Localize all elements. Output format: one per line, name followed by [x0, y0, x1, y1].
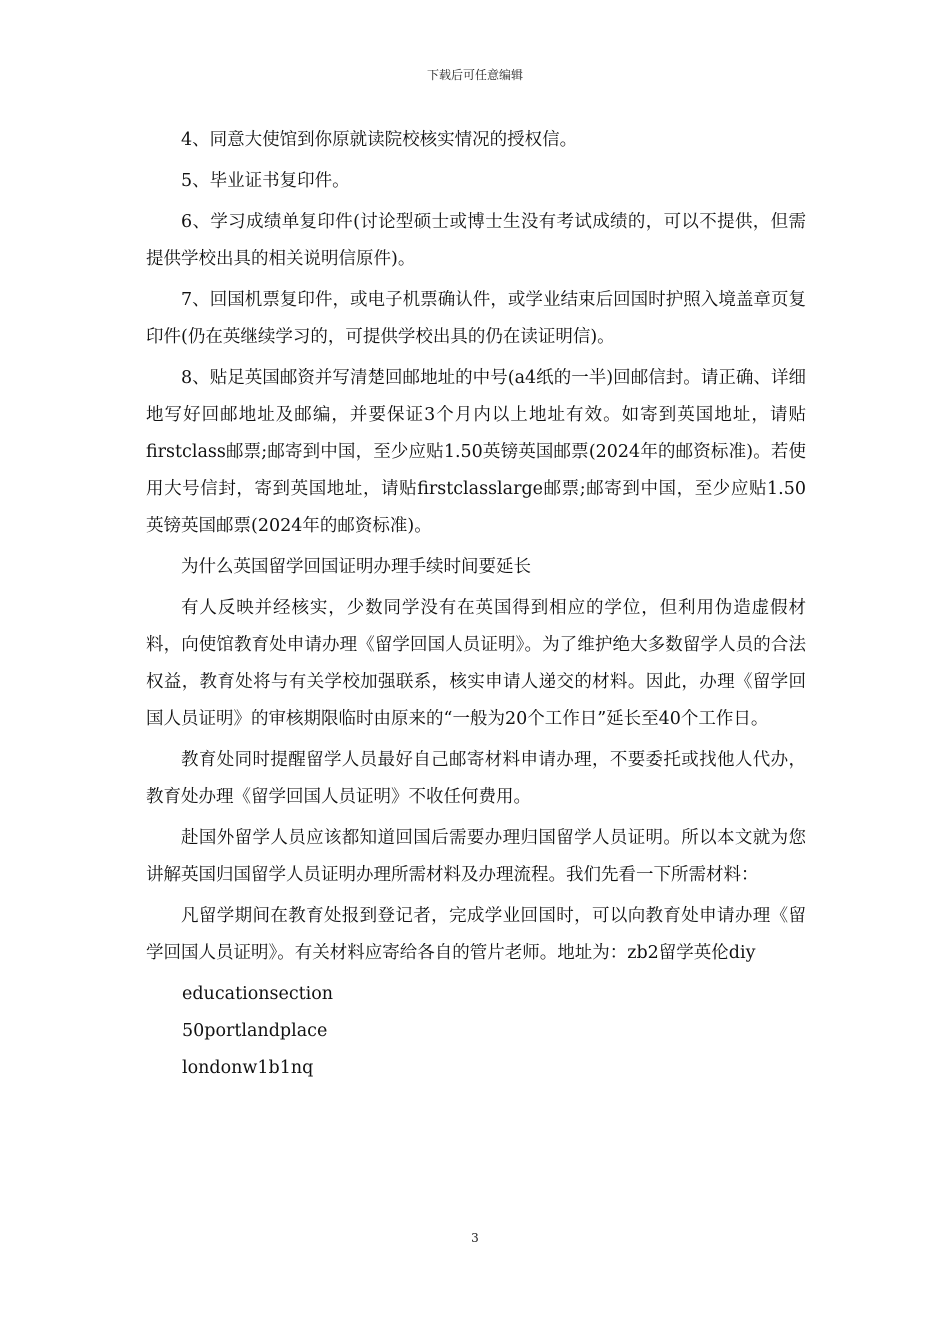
address-line: educationsection [182, 984, 334, 1004]
item-7-flight-ticket-copy: 7、回国机票复印件，或电子机票确认件，或学业结束后回国时护照入境盖章页复印件(仍在英继续学习的，可提供学校出具的仍在读证明信)。 [146, 290, 806, 347]
item-6-transcript-copy: 6、学习成绩单复印件(讨论型硕士或博士生没有考试成绩的，可以不提供，但需提供学校出具的相关说明信原件)。 [146, 212, 806, 269]
paragraph-application: 凡留学期间在教育处报到登记者，完成学业回国时，可以向教育处申请办理《留学回国人员证明》。有关材料应寄给各自的管片老师。地址为：zb2留学英伦diy [146, 906, 806, 963]
section-heading: 为什么英国留学回国证明办理手续时间要延长 [181, 557, 531, 577]
paragraph-intro: 赴国外留学人员应该都知道回国后需要办理归国留学人员证明。所以本文就为您讲解英国归国留学人员证明办理所需材料及办理流程。我们先看一下所需材料： [146, 828, 806, 885]
paragraph-verification: 有人反映并经核实，少数同学没有在英国得到相应的学位，但利用伪造虚假材料，向使馆教育处申请办理《留学回国人员证明》。为了维护绝大多数留学人员的合法权益，教育处将与有关学校加强联系，核实申请人递交的材料。因此，办理《留学回国人员证明》的审核期限临时由原来的“一般为20个工作日”延长至40个工作日。 [146, 598, 806, 729]
document-body [146, 122, 806, 1087]
page-header: 下载后可任意编辑 [426, 68, 523, 82]
page-number: 3 [471, 1231, 479, 1245]
paragraph-reminder: 教育处同时提醒留学人员最好自己邮寄材料申请办理，不要委托或找他人代办，教育处办理《留学回国人员证明》不收任何费用。 [146, 750, 806, 807]
item-5-diploma-copy: 5、毕业证书复印件。 [181, 171, 350, 191]
address-line: londonw1b1nq [182, 1058, 314, 1078]
address-line: 50portlandplace [182, 1021, 328, 1041]
item-4-authorization-letter: 4、同意大使馆到你原就读院校核实情况的授权信。 [181, 130, 578, 150]
item-8-return-envelope: 8、贴足英国邮资并写清楚回邮地址的中号(a4纸的一半)回邮信封。请正确、详细地写好回邮地址及邮编，并要保证3个月内以上地址有效。如寄到英国地址，请贴firstclass邮票;邮寄到中国，至少应贴1.50英镑英国邮票(2024年的邮资标准)。若使用大号信封，寄到英国地址，请贴firstclasslarge邮票;邮寄到中国，至少应贴1.50英镑英国邮票(2024年的邮资标准)。 [146, 368, 806, 536]
